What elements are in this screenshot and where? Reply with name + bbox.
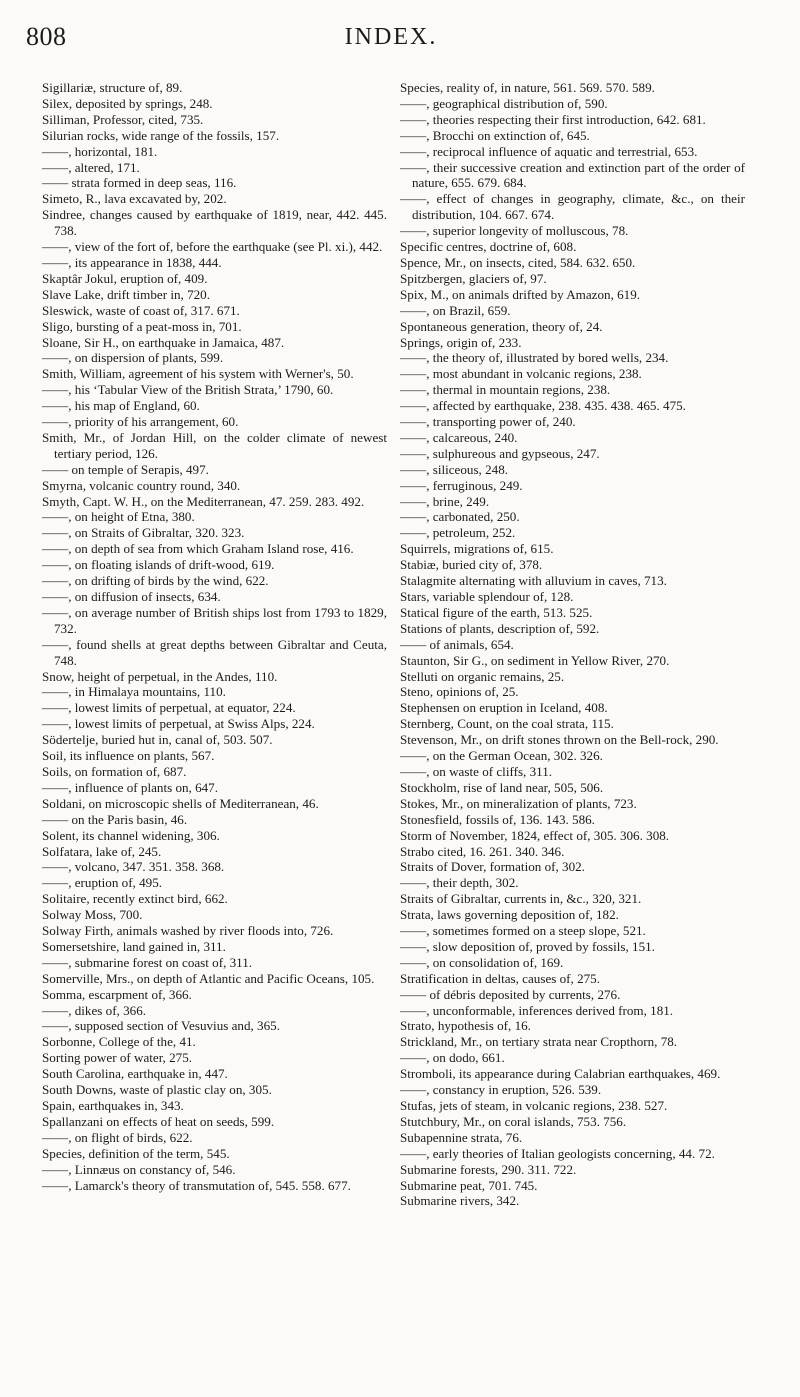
index-entry: ——, lowest limits of perpetual, at equator, 224. <box>42 700 296 716</box>
index-entry: Straits of Dover, formation of, 302. <box>400 859 585 875</box>
index-entry: ——, supposed section of Vesuvius and, 365. <box>42 1018 280 1034</box>
index-entry: Solway Moss, 700. <box>42 907 143 923</box>
index-entry: Solway Firth, animals washed by river floods into, 726. <box>42 923 334 939</box>
index-entry: ——, their successive creation and extinction part of the order of nature, 655. 679. 684. <box>400 159 745 191</box>
index-entry: ——, horizontal, 181. <box>42 143 158 159</box>
index-entry: ——, sulphureous and gypseous, 247. <box>400 445 600 461</box>
index-entry: —— of débris deposited by currents, 276. <box>400 986 621 1002</box>
index-entry: Storm of November, 1824, effect of, 305. 306. 308. <box>400 827 670 843</box>
index-entry: ——, constancy in eruption, 526. 539. <box>400 1082 602 1098</box>
index-entry: Stromboli, its appearance during Calabrian earthquakes, 469. <box>400 1066 721 1082</box>
index-entry: ——, most abundant in volcanic regions, 238. <box>400 366 642 382</box>
index-entry: ——, influence of plants on, 647. <box>42 779 219 795</box>
index-entry: ——, reciprocal influence of aquatic and terrestrial, 653. <box>400 143 698 159</box>
index-entry: ——, effect of changes in geography, climate, &c., on their distribution, 104. 667. 674. <box>400 191 745 223</box>
index-entry: Spence, Mr., on insects, cited, 584. 632. 650. <box>400 254 636 270</box>
index-entry: Squirrels, migrations of, 615. <box>400 541 554 557</box>
index-entry: ——, thermal in mountain regions, 238. <box>400 382 611 398</box>
index-entry: Submarine forests, 290. 311. 722. <box>400 1161 577 1177</box>
index-entry: Sorbonne, College of the, 41. <box>42 1034 196 1050</box>
index-entry: ——, on height of Etna, 380. <box>42 509 195 525</box>
index-entry: ——, slow deposition of, proved by fossils, 151. <box>400 938 655 954</box>
index-entry: ——, on waste of cliffs, 311. <box>400 763 553 779</box>
index-entry: Strato, hypothesis of, 16. <box>400 1018 531 1034</box>
index-entry: Spallanzani on effects of heat on seeds, 599. <box>42 1113 275 1129</box>
index-entry: ——, on floating islands of drift-wood, 619. <box>42 557 275 573</box>
page-number: 808 <box>26 22 67 51</box>
index-entry: Statical figure of the earth, 513. 525. <box>400 604 593 620</box>
index-entry: ——, on consolidation of, 169. <box>400 954 564 970</box>
index-entry: Sloane, Sir H., on earthquake in Jamaica, 487. <box>42 334 285 350</box>
index-entry: Strickland, Mr., on tertiary strata near Cropthorn, 78. <box>400 1034 678 1050</box>
index-column-right <box>400 80 745 1209</box>
index-entry: ——, transporting power of, 240. <box>400 414 576 430</box>
index-entry: Stevenson, Mr., on drift stones thrown on the Bell-rock, 290. <box>400 732 719 748</box>
index-entry: Stars, variable splendour of, 128. <box>400 589 574 604</box>
index-entry: ——, calcareous, 240. <box>400 429 518 445</box>
index-entry: Stabiæ, buried city of, 378. <box>400 557 543 573</box>
index-entry: Stutchbury, Mr., on coral islands, 753. 756. <box>400 1113 627 1129</box>
index-entry: Stalagmite alternating with alluvium in caves, 713. <box>400 573 667 589</box>
index-entry: ——, on dispersion of plants, 599. <box>42 350 224 366</box>
index-entry: ——, his ‘Tabular View of the British Strata,’ 1790, 60. <box>42 382 334 398</box>
index-entry: Spix, M., on animals drifted by Amazon, 619. <box>400 286 641 302</box>
index-column-left <box>42 80 387 1193</box>
index-entry: Stephensen on eruption in Iceland, 408. <box>400 700 608 716</box>
index-entry: —— on the Paris basin, 46. <box>42 811 188 827</box>
index-entry: Stokes, Mr., on mineralization of plants, 723. <box>400 795 637 811</box>
index-entry: ——, his map of England, 60. <box>42 398 200 414</box>
index-entry: —— strata formed in deep seas, 116. <box>42 175 237 191</box>
index-entry: Södertelje, buried hut in, canal of, 503. 507. <box>42 732 273 748</box>
index-entry: Silliman, Professor, cited, 735. <box>42 111 204 127</box>
index-entry: Stufas, jets of steam, in volcanic regions, 238. 527. <box>400 1098 668 1113</box>
index-entry: ——, Lamarck's theory of transmutation of, 545. 558. 677. <box>42 1177 351 1193</box>
index-entry: ——, sometimes formed on a steep slope, 521. <box>400 923 646 939</box>
index-entry: Smith, William, agreement of his system with Werner's, 50. <box>42 366 354 382</box>
index-entry: Stockholm, rise of land near, 505, 506. <box>400 779 604 795</box>
index-entry: ——, on the German Ocean, 302. 326. <box>400 748 603 764</box>
index-entry: Somma, escarpment of, 366. <box>42 986 192 1002</box>
index-entry: ——, view of the fort of, before the earthquake (see Pl. xi.), 442. <box>42 239 383 255</box>
index-entry: Springs, origin of, 233. <box>400 334 522 350</box>
index-entry: ——, priority of his arrangement, 60. <box>42 414 239 430</box>
index-entry: Stonesfield, fossils of, 136. 143. 586. <box>400 811 595 827</box>
index-entry: Solitaire, recently extinct bird, 662. <box>42 891 228 907</box>
index-entry: Species, definition of the term, 545. <box>42 1145 230 1161</box>
index-entry: ——, theories respecting their first introduction, 642. 681. <box>400 111 706 127</box>
index-entry: South Carolina, earthquake in, 447. <box>42 1066 228 1082</box>
index-entry: ——, their depth, 302. <box>400 875 519 891</box>
index-entry: ——, petroleum, 252. <box>400 525 516 541</box>
index-entry: ——, Brocchi on extinction of, 645. <box>400 127 590 143</box>
index-entry: Sternberg, Count, on the coal strata, 115. <box>400 716 614 732</box>
index-entry: Straits of Gibraltar, currents in, &c., 320, 321. <box>400 891 642 907</box>
index-entry: Sorting power of water, 275. <box>42 1050 193 1066</box>
index-entry: Submarine rivers, 342. <box>400 1193 520 1209</box>
index-entry: ——, its appearance in 1838, 444. <box>42 254 222 270</box>
index-entry: Skaptâr Jokul, eruption of, 409. <box>42 270 208 286</box>
index-entry: ——, on Straits of Gibraltar, 320. 323. <box>42 525 245 541</box>
index-entry: ——, altered, 171. <box>42 159 140 175</box>
index-entry: ——, in Himalaya mountains, 110. <box>42 684 226 700</box>
index-entry: Somersetshire, land gained in, 311. <box>42 938 226 954</box>
index-entry: Somerville, Mrs., on depth of Atlantic and Pacific Oceans, 105. <box>42 970 375 986</box>
index-entry: ——, dikes of, 366. <box>42 1002 147 1018</box>
index-entry: Sleswick, waste of coast of, 317. 671. <box>42 302 240 318</box>
index-entry: ——, on drifting of birds by the wind, 622. <box>42 573 269 589</box>
index-entry: Solfatara, lake of, 245. <box>42 843 162 859</box>
index-entry: ——, early theories of Italian geologists concerning, 44. 72. <box>400 1145 715 1161</box>
index-entry: ——, found shells at great depths between Gibraltar and Ceuta, 748. <box>42 636 387 668</box>
index-entry: ——, on flight of birds, 622. <box>42 1129 193 1145</box>
index-entry: ——, affected by earthquake, 238. 435. 438. 465. 475. <box>400 398 686 414</box>
index-entry: Snow, height of perpetual, in the Andes, 110. <box>42 668 278 684</box>
index-entry: ——, on dodo, 661. <box>400 1050 505 1066</box>
index-entry: Stations of plants, description of, 592. <box>400 620 600 636</box>
index-entry: Stratification in deltas, causes of, 275. <box>400 970 600 986</box>
index-entry: Spain, earthquakes in, 343. <box>42 1098 184 1113</box>
index-entry: Strata, laws governing deposition of, 182. <box>400 907 619 923</box>
index-entry: Species, reality of, in nature, 561. 569. 570. 589. <box>400 80 655 95</box>
index-entry: ——, eruption of, 495. <box>42 875 163 891</box>
index-entry: Spitzbergen, glaciers of, 97. <box>400 270 547 286</box>
index-entry: Staunton, Sir G., on sediment in Yellow River, 270. <box>400 652 670 668</box>
index-entry: ——, unconformable, inferences derived from, 181. <box>400 1002 674 1018</box>
index-entry: Submarine peat, 701. 745. <box>400 1177 538 1193</box>
index-entry: Sligo, bursting of a peat-moss in, 701. <box>42 318 242 334</box>
index-entry: Smyrna, volcanic country round, 340. <box>42 477 241 493</box>
index-entry: Simeto, R., lava excavated by, 202. <box>42 191 227 207</box>
index-entry: ——, brine, 249. <box>400 493 490 509</box>
index-entry: Slave Lake, drift timber in, 720. <box>42 286 210 302</box>
index-entry: ——, lowest limits of perpetual, at Swiss Alps, 224. <box>42 716 315 732</box>
index-entry: ——, volcano, 347. 351. 358. 368. <box>42 859 225 875</box>
index-entry: Smith, Mr., of Jordan Hill, on the colder climate of newest tertiary period, 126. <box>42 429 387 461</box>
page-header <box>26 22 756 62</box>
index-entry: —— of animals, 654. <box>400 636 514 652</box>
index-entry: Silex, deposited by springs, 248. <box>42 95 213 111</box>
index-entry: Steno, opinions of, 25. <box>400 684 519 700</box>
index-entry: ——, submarine forest on coast of, 311. <box>42 954 253 970</box>
index-entry: ——, on depth of sea from which Graham Island rose, 416. <box>42 541 354 557</box>
index-entry: ——, siliceous, 248. <box>400 461 509 477</box>
index-entry: ——, Linnæus on constancy of, 546. <box>42 1161 236 1177</box>
index-entry: Spontaneous generation, theory of, 24. <box>400 318 603 334</box>
index-entry: Smyth, Capt. W. H., on the Mediterranean, 47. 259. 283. 492. <box>42 493 365 509</box>
index-entry: Sindree, changes caused by earthquake of 1819, near, 442. 445. 738. <box>42 207 387 239</box>
index-entry: Soil, its influence on plants, 567. <box>42 748 215 764</box>
index-entry: Soils, on formation of, 687. <box>42 763 187 779</box>
index-entry: ——, carbonated, 250. <box>400 509 520 525</box>
index-entry: Soldani, on microscopic shells of Mediterranean, 46. <box>42 795 319 811</box>
index-entry: ——, on Brazil, 659. <box>400 302 511 318</box>
page-title: INDEX. <box>344 24 438 50</box>
index-entry: Sigillariæ, structure of, 89. <box>42 80 183 95</box>
index-entry: ——, geographical distribution of, 590. <box>400 95 608 111</box>
index-entry: Silurian rocks, wide range of the fossils, 157. <box>42 127 280 143</box>
index-entry: Specific centres, doctrine of, 608. <box>400 239 577 255</box>
index-entry: ——, the theory of, illustrated by bored wells, 234. <box>400 350 669 366</box>
index-entry: ——, on average number of British ships lost from 1793 to 1829, 732. <box>42 604 387 636</box>
index-entry: South Downs, waste of plastic clay on, 305. <box>42 1082 272 1098</box>
index-entry: Stelluti on organic remains, 25. <box>400 668 565 684</box>
index-entry: ——, ferruginous, 249. <box>400 477 523 493</box>
index-entry: —— on temple of Serapis, 497. <box>42 461 209 477</box>
index-entry: ——, superior longevity of molluscous, 78. <box>400 223 629 239</box>
index-entry: Strabo cited, 16. 261. 340. 346. <box>400 843 565 859</box>
index-entry: Solent, its channel widening, 306. <box>42 827 220 843</box>
index-entry: ——, on diffusion of insects, 634. <box>42 589 221 604</box>
index-entry: Subapennine strata, 76. <box>400 1129 523 1145</box>
